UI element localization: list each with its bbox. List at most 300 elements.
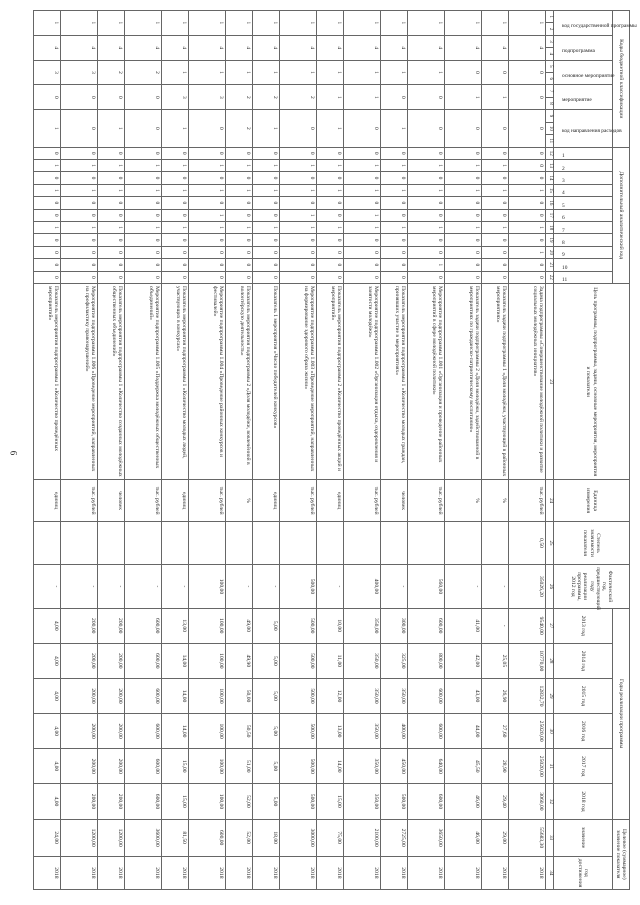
code-subprog: 4	[189, 35, 226, 60]
code-event: 3	[162, 85, 189, 110]
code-direction: 1	[317, 110, 344, 147]
analytic-code-cell: 0	[509, 172, 546, 184]
year-value-cell: 46,00	[445, 784, 482, 819]
analytic-code-cell: 0	[509, 259, 546, 271]
analytic-code-cell: 0	[317, 259, 344, 271]
analytic-code-cell: 1	[482, 159, 509, 171]
analytic-code-cell: 1	[34, 221, 61, 233]
analytic-code-cell: 1	[226, 221, 253, 233]
header-subprog: подпрограмма	[554, 35, 613, 60]
target-year-cell: 2018	[189, 856, 226, 889]
analytic-code-cell: 0	[509, 197, 546, 209]
year-value-cell: 4,00	[34, 608, 61, 643]
analytic-code-cell: 0	[125, 209, 162, 221]
year-value-cell: 9540,00	[509, 608, 546, 643]
header-gos-prog-code: код государственной программы	[554, 11, 613, 36]
code-main-event: 1	[226, 60, 253, 85]
target-year-cell: 2018	[445, 856, 482, 889]
header-year-2014: 2014 год	[554, 643, 613, 678]
year-value-cell: 350,00	[344, 714, 381, 749]
analytic-code-cell: 0	[162, 234, 189, 246]
analytic-code-cell: 0	[189, 246, 226, 258]
goal-text: Показатель мероприятия подпрограммы 2 «Доля молодёжи, вовлечённой в волонтёрскую деятельность»	[226, 284, 253, 480]
analytic-code-cell: 1	[381, 159, 408, 171]
fact-year-cell: 400,00	[344, 565, 381, 608]
analytic-code-cell: 0	[408, 147, 445, 159]
header-years-group: Годы реализации программы	[613, 608, 630, 819]
column-index-cell: 4	[546, 48, 554, 60]
column-index-cell: 32	[546, 784, 554, 819]
significance-cell	[189, 521, 226, 564]
year-value-cell: 500,00	[280, 714, 317, 749]
code-subprog: 4	[61, 35, 98, 60]
code-event: 0	[98, 85, 125, 110]
analytic-code-cell: 0	[98, 209, 125, 221]
code-gos-prog: 1	[253, 11, 280, 36]
year-value-cell: 200,00	[98, 784, 125, 819]
header-analytic-10: 10	[554, 259, 613, 271]
year-value-cell: 49,00	[226, 608, 253, 643]
target-value-cell: 2725,00	[381, 819, 408, 856]
fact-year-cell: 100,00	[189, 565, 226, 608]
analytic-code-cell: 0	[317, 246, 344, 258]
column-index-cell: 2	[546, 23, 554, 35]
target-year-cell: 2018	[125, 856, 162, 889]
year-value-cell: 27,60	[482, 714, 509, 749]
analytic-code-cell: 0	[381, 246, 408, 258]
target-year-cell: 2018	[317, 856, 344, 889]
significance-cell	[61, 521, 98, 564]
significance-cell	[280, 521, 317, 564]
table-row	[253, 11, 280, 890]
analytic-code-cell: 1	[226, 159, 253, 171]
table-row	[482, 11, 509, 890]
goal-text: Показатель мероприятия подпрограммы 1 «Количество молодых граждан, принявших участие в мероприятиях»	[381, 284, 408, 480]
analytic-code-cell: 1	[98, 221, 125, 233]
code-direction: 0	[509, 110, 546, 147]
code-direction: 0	[344, 110, 381, 147]
fact-year-cell: 35026,20	[509, 565, 546, 608]
header-analytic-7: 7	[554, 221, 613, 233]
year-value-cell: 15,00	[317, 784, 344, 819]
code-gos-prog: 1	[61, 11, 98, 36]
code-subprog: 4	[482, 35, 509, 60]
analytic-code-cell: 0	[381, 147, 408, 159]
year-value-cell: 200,00	[98, 608, 125, 643]
target-value-cell: 600,00	[189, 819, 226, 856]
code-gos-prog: 1	[408, 11, 445, 36]
code-main-event: 1	[280, 60, 317, 85]
year-value-cell: 640,00	[408, 749, 445, 784]
analytic-code-cell: 0	[381, 271, 408, 283]
year-value-cell: 500,00	[280, 643, 317, 678]
year-value-cell: 4,00	[34, 714, 61, 749]
table-row	[381, 11, 408, 890]
analytic-code-cell: 0	[317, 197, 344, 209]
code-gos-prog: 1	[381, 11, 408, 36]
analytic-code-cell: 0	[317, 172, 344, 184]
analytic-code-cell: 0	[317, 147, 344, 159]
analytic-code-cell: 1	[317, 159, 344, 171]
analytic-code-cell: 0	[34, 246, 61, 258]
code-gos-prog: 1	[509, 11, 546, 36]
analytic-code-cell: 0	[98, 259, 125, 271]
target-year-cell: 2018	[253, 856, 280, 889]
column-index-cell: 20	[546, 246, 554, 258]
analytic-code-cell: 1	[34, 184, 61, 196]
fact-year-cell: -	[226, 565, 253, 608]
analytic-code-cell: 1	[381, 184, 408, 196]
analytic-code-cell: 0	[509, 209, 546, 221]
code-event: 0	[408, 85, 445, 110]
code-direction: 0	[445, 110, 482, 147]
year-value-cell: 350,00	[344, 784, 381, 819]
header-year-reach: год достижения	[554, 856, 613, 889]
analytic-code-cell: 1	[125, 184, 162, 196]
analytic-code-cell: 1	[482, 184, 509, 196]
goal-text: Показатель мероприятия подпрограммы 1 «Количество созданных молодёжных общественных объединений»	[98, 284, 125, 480]
header-analytic-3: 3	[554, 172, 613, 184]
analytic-code-cell: 0	[280, 234, 317, 246]
analytic-code-cell: 1	[253, 184, 280, 196]
code-subprog: 4	[98, 35, 125, 60]
target-value-cell: 81,50	[162, 819, 189, 856]
header-main-event: основное мероприятие	[554, 60, 613, 85]
analytic-code-cell: 0	[253, 259, 280, 271]
unit-cell: единиц	[317, 480, 344, 521]
analytic-code-cell: 0	[344, 234, 381, 246]
analytic-code-cell: 0	[253, 271, 280, 283]
code-gos-prog: 1	[482, 11, 509, 36]
header-analytic-4: 4	[554, 184, 613, 196]
fact-year-cell: -	[381, 565, 408, 608]
analytic-code-cell: 1	[253, 221, 280, 233]
analytic-code-cell: 0	[189, 197, 226, 209]
fact-year-cell: 560,00	[408, 565, 445, 608]
significance-cell	[445, 521, 482, 564]
column-index-cell: 12	[546, 147, 554, 159]
analytic-code-cell: 1	[509, 221, 546, 233]
header-year-2015: 2015 год	[554, 678, 613, 713]
analytic-code-cell: 0	[317, 209, 344, 221]
analytic-code-cell: 0	[344, 246, 381, 258]
analytic-code-cell: 0	[280, 259, 317, 271]
header-analytic-group: Дополнительный аналитический код	[613, 147, 630, 284]
column-index-cell: 1	[546, 11, 554, 23]
code-event: 3	[189, 85, 226, 110]
analytic-code-cell: 0	[408, 246, 445, 258]
header-code-direction: код направления расходов	[554, 110, 613, 147]
goal-text: Показатель мероприятия подпрограммы 2 «Количество проведённых акций и мероприятий»	[317, 284, 344, 480]
code-subprog: 4	[344, 35, 381, 60]
header-row-groups	[613, 11, 630, 890]
goal-text: Показатель задачи подпрограммы 1 «Доля молодёжи, участвующей в районных мероприятиях»	[482, 284, 509, 480]
analytic-code-cell: 0	[61, 172, 98, 184]
code-event: 0	[34, 85, 61, 110]
year-value-cell: 5,00	[253, 678, 280, 713]
analytic-code-cell: 0	[509, 147, 546, 159]
fact-year-cell: 500,00	[280, 565, 317, 608]
year-value-cell: 14,00	[317, 749, 344, 784]
analytic-code-cell: 1	[125, 159, 162, 171]
analytic-code-cell: 1	[445, 221, 482, 233]
target-value-cell: 3600,00	[125, 819, 162, 856]
year-value-cell: 600,00	[125, 714, 162, 749]
year-value-cell: 49,90	[226, 643, 253, 678]
analytic-code-cell: 0	[61, 271, 98, 283]
code-subprog: 4	[253, 35, 280, 60]
goal-text: Показатель 1 мероприятия «Число победителей конкурсов»	[253, 284, 280, 480]
analytic-code-cell: 0	[226, 209, 253, 221]
year-value-cell: 600,00	[408, 678, 445, 713]
analytic-code-cell: 0	[381, 234, 408, 246]
table-row	[408, 11, 445, 890]
code-event: 0	[381, 85, 408, 110]
significance-cell	[317, 521, 344, 564]
code-event: 2	[226, 85, 253, 110]
analytic-code-cell: 0	[189, 234, 226, 246]
analytic-code-cell: 0	[61, 234, 98, 246]
code-subprog: 4	[226, 35, 253, 60]
analytic-code-cell: 1	[226, 184, 253, 196]
analytic-code-cell: 0	[280, 147, 317, 159]
unit-cell: единиц	[253, 480, 280, 521]
code-direction: 1	[98, 110, 125, 147]
header-analytic-8: 8	[554, 234, 613, 246]
column-index-cell: 18	[546, 221, 554, 233]
code-gos-prog: 1	[34, 11, 61, 36]
year-value-cell: 12,00	[317, 678, 344, 713]
goal-text: Мероприятие подпрограммы 1.003 «Проведение мероприятий, направленных на формирование здорового образа жизни»	[280, 284, 317, 480]
analytic-code-cell: 0	[381, 197, 408, 209]
code-main-event: 0	[509, 60, 546, 85]
year-value-cell: 600,00	[408, 714, 445, 749]
code-subprog: 4	[408, 35, 445, 60]
target-value-cell: 55683,30	[509, 819, 546, 856]
analytic-code-cell: 1	[344, 184, 381, 196]
column-index-cell: 34	[546, 856, 554, 889]
fact-year-cell: -	[253, 565, 280, 608]
analytic-code-cell: 1	[408, 184, 445, 196]
code-main-event: 0	[482, 60, 509, 85]
target-value-cell: 52,00	[226, 819, 253, 856]
analytic-code-cell: 1	[509, 184, 546, 196]
year-value-cell: 200,00	[61, 678, 98, 713]
code-main-event: 3	[34, 60, 61, 85]
year-value-cell: 200,00	[98, 749, 125, 784]
header-codes-group: Коды бюджетной классификации	[613, 11, 630, 148]
fact-year-cell: -	[98, 565, 125, 608]
analytic-code-cell: 1	[445, 159, 482, 171]
year-value-cell: 500,00	[381, 784, 408, 819]
analytic-code-cell: 1	[344, 221, 381, 233]
significance-cell	[34, 521, 61, 564]
goal-text: Показатель задачи подпрограммы 2 «Доля молодёжи, задействованной в мероприятиях по гражданско-патриотическому воспитанию»	[445, 284, 482, 480]
year-value-cell: 25020,00	[509, 714, 546, 749]
year-value-cell: 600,00	[125, 643, 162, 678]
year-value-cell: 600,00	[125, 608, 162, 643]
unit-cell: единиц	[162, 480, 189, 521]
header-analytic-6: 6	[554, 209, 613, 221]
analytic-code-cell: 1	[162, 159, 189, 171]
unit-cell: единиц	[34, 480, 61, 521]
analytic-code-cell: 0	[226, 246, 253, 258]
target-year-cell: 2018	[61, 856, 98, 889]
column-index-cell: 30	[546, 714, 554, 749]
year-value-cell: 100,00	[189, 643, 226, 678]
year-value-cell: 325,00	[381, 643, 408, 678]
code-main-event: 1	[381, 60, 408, 85]
year-value-cell: 15,00	[162, 784, 189, 819]
header-goal: Цель программы, подпрограммы, задачи, основные мероприятия, мероприятия и показатели	[554, 284, 630, 480]
column-index-cell: 27	[546, 608, 554, 643]
code-subprog: 4	[34, 35, 61, 60]
analytic-code-cell: 0	[445, 197, 482, 209]
header-value: значение	[554, 819, 613, 856]
year-value-cell: 600,00	[408, 784, 445, 819]
column-index-cell: 25	[546, 521, 554, 564]
year-value-cell: 600,00	[125, 749, 162, 784]
analytic-code-cell: 0	[381, 259, 408, 271]
analytic-code-cell: 0	[445, 271, 482, 283]
year-value-cell: 350,00	[344, 678, 381, 713]
analytic-code-cell: 1	[344, 209, 381, 221]
analytic-code-cell: 0	[162, 209, 189, 221]
target-value-cell: 3000,00	[280, 819, 317, 856]
analytic-code-cell: 0	[34, 259, 61, 271]
code-main-event: 3	[61, 60, 98, 85]
analytic-code-cell: 0	[381, 209, 408, 221]
year-value-cell: 450,00	[381, 749, 408, 784]
table-row	[445, 11, 482, 890]
code-gos-prog: 1	[445, 11, 482, 36]
unit-cell: тыс. рублей	[509, 480, 546, 521]
year-value-cell: 200,00	[98, 643, 125, 678]
code-main-event: 1	[162, 60, 189, 85]
analytic-code-cell: 0	[317, 271, 344, 283]
table-row	[317, 11, 344, 890]
year-value-cell: 50,00	[226, 678, 253, 713]
year-value-cell: 400,00	[381, 714, 408, 749]
analytic-code-cell: 0	[189, 271, 226, 283]
target-year-cell: 2018	[344, 856, 381, 889]
year-value-cell: 500,00	[280, 749, 317, 784]
target-year-cell: 2018	[34, 856, 61, 889]
year-value-cell: 10,00	[317, 608, 344, 643]
code-subprog: 4	[509, 35, 546, 60]
header-event: мероприятие	[554, 85, 613, 110]
code-gos-prog: 1	[125, 11, 162, 36]
analytic-code-cell: 0	[280, 197, 317, 209]
target-year-cell: 2018	[226, 856, 253, 889]
analytic-code-cell: 0	[226, 259, 253, 271]
year-value-cell: 500,00	[280, 784, 317, 819]
analytic-code-cell: 1	[189, 221, 226, 233]
analytic-code-cell: 1	[189, 209, 226, 221]
unit-cell: человек	[98, 480, 125, 521]
header-unit: Единица измерения	[554, 480, 630, 521]
analytic-code-cell: 0	[189, 259, 226, 271]
target-value-cell: 2100,00	[344, 819, 381, 856]
table-row	[98, 11, 125, 890]
code-gos-prog: 1	[162, 11, 189, 36]
analytic-code-cell: 1	[445, 184, 482, 196]
analytic-code-cell: 0	[162, 259, 189, 271]
column-index-cell: 26	[546, 565, 554, 608]
goal-text: Мероприятие подпрограммы 1.004 «Проведение районных конкурсов и фестивалей»	[189, 284, 226, 480]
year-value-cell: 100,00	[189, 784, 226, 819]
analytic-code-cell: 0	[61, 246, 98, 258]
year-value-cell: 5,00	[253, 608, 280, 643]
code-gos-prog: 1	[344, 11, 381, 36]
analytic-code-cell: 1	[280, 159, 317, 171]
significance-cell	[381, 521, 408, 564]
page-number: 6	[8, 450, 19, 456]
code-gos-prog: 1	[189, 11, 226, 36]
column-index-cell: 14	[546, 172, 554, 184]
code-main-event: 1	[408, 60, 445, 85]
target-year-cell: 2018	[98, 856, 125, 889]
code-gos-prog: 1	[226, 11, 253, 36]
code-gos-prog: 1	[280, 11, 317, 36]
year-value-cell: 14,00	[162, 678, 189, 713]
analytic-code-cell: 0	[509, 271, 546, 283]
year-value-cell: 28,90	[482, 749, 509, 784]
year-value-cell: 200,00	[61, 608, 98, 643]
target-year-cell: 2018	[381, 856, 408, 889]
column-index-cell: 24	[546, 480, 554, 521]
significance-cell	[253, 521, 280, 564]
analytic-code-cell: 0	[509, 234, 546, 246]
column-index-cell: 9	[546, 110, 554, 122]
analytic-code-cell: 1	[280, 221, 317, 233]
column-index-cell: 33	[546, 819, 554, 856]
goal-text: Мероприятие подпрограммы 1.006 «Проведение мероприятий, направленных на профилактику правонарушений»	[61, 284, 98, 480]
year-value-cell: 600,00	[408, 608, 445, 643]
fact-year-cell: -	[61, 565, 98, 608]
column-index-cell: 8	[546, 97, 554, 109]
column-index-cell: 21	[546, 259, 554, 271]
analytic-code-cell: 0	[189, 172, 226, 184]
analytic-code-cell: 0	[381, 172, 408, 184]
target-year-cell: 2018	[509, 856, 546, 889]
target-value-cell: 1200,00	[98, 819, 125, 856]
header-year-2016: 2016 год	[554, 714, 613, 749]
year-value-cell: 350,00	[381, 678, 408, 713]
unit-cell: тыс. рублей	[61, 480, 98, 521]
table-row	[34, 11, 61, 890]
year-value-cell: -	[482, 608, 509, 643]
target-value-cell: 18,00	[253, 819, 280, 856]
significance-cell	[344, 521, 381, 564]
analytic-code-cell: 0	[482, 197, 509, 209]
unit-cell: тыс. рублей	[408, 480, 445, 521]
analytic-code-cell: 0	[482, 234, 509, 246]
year-value-cell: 25020,00	[509, 749, 546, 784]
code-gos-prog: 1	[98, 11, 125, 36]
unit-cell: человек	[381, 480, 408, 521]
analytic-code-cell: 1	[162, 221, 189, 233]
analytic-code-cell: 0	[482, 172, 509, 184]
year-value-cell: 200,00	[61, 643, 98, 678]
significance-cell	[408, 521, 445, 564]
code-event: 1	[482, 85, 509, 110]
analytic-code-cell: 0	[34, 209, 61, 221]
analytic-code-cell: 0	[162, 147, 189, 159]
table-row	[226, 11, 253, 890]
goal-text: Мероприятие подпрограммы 1.005 «Поддержка молодёжных общественных объединений»	[125, 284, 162, 480]
code-direction: 0	[125, 110, 162, 147]
